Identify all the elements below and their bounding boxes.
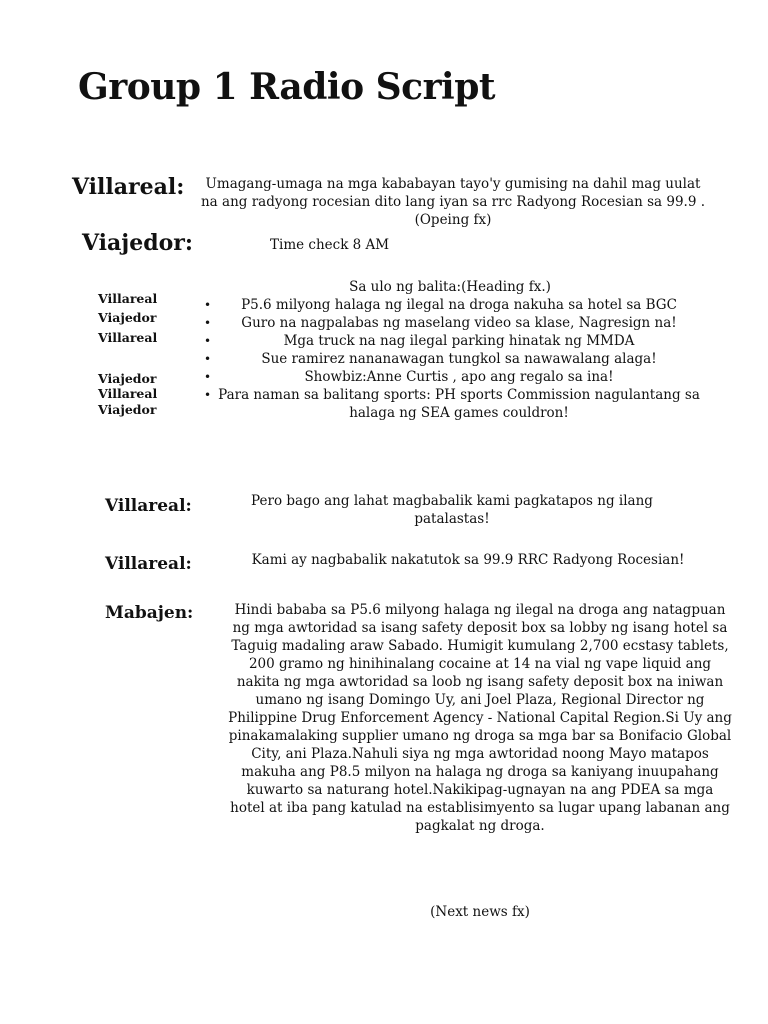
list-item [200,350,700,368]
headline-text: Para naman sa balitang sports: PH sports Commission nagulantang sa halaga ng SEA games couldron! [218,387,700,421]
list-item [200,368,700,386]
headline-text: Guro na nagpalabas ng maselang video sa klase, Nagresign na! [241,315,677,331]
headline-speaker: Viajedor [98,371,157,386]
speaker-label: Villareal: [105,554,192,574]
speaker-label: Villareal: [105,496,192,516]
speaker-label: Viajedor: [82,230,194,256]
dialogue-text: Time check 8 AM [270,237,390,253]
headline-speaker: Villareal [98,330,158,345]
dialogue-text: Kami ay nagbabalik nakatutok sa 99.9 RRC Radyong Rocesian! [251,552,685,568]
news-body: Hindi bababa sa P5.6 milyong halaga ng ilegal na droga ang natagpuan ng mga awtoridad sa isang safety deposit box sa lobby ng isang hotel sa Taguig madaling araw Sabado. Humigit kumulang 2,700 ecstasy tablets, 200 gramo ng hinihinalang cocaine at 14 na vial ng vape liquid ang nakita ng mga awtoridad sa loob ng isang safety deposit box na iniwan umano ng isang Domingo Uy, ani Joel Plaza, Regional Director ng Philippine Drug Enforcement Agency - National Capital Region.Si Uy ang pinakamalaking supplier umano ng droga sa mga bar sa Bonifacio Global City, ani Plaza.Nahuli siya ng mga awtoridad noong Mayo matapos makuha ang P8.5 milyon na halaga ng droga sa kaniyang inuupahang kuwarto sa naturang hotel.Nakikipag-ugnayan na ang PDEA sa mga hotel at iba pang katulad na establisimyento sa lugar upang labanan ang pagkalat ng droga. [228,602,732,834]
list-item [200,332,700,350]
bullet-icon: • [204,352,212,366]
headline-text: Mga truck na nag ilegal parking hinatak ng MMDA [283,333,635,349]
headline-text: Showbiz:Anne Curtis , apo ang regalo sa ina! [304,369,614,385]
bullet-icon: • [204,298,212,312]
bullet-icon: • [204,316,212,330]
headlines-heading: Sa ulo ng balita:(Heading fx.) [349,279,551,295]
bullet-icon: • [204,388,212,402]
bullet-icon: • [204,334,212,348]
headlines-list [200,296,700,422]
speaker-label: Villareal: [72,174,185,200]
headline-text: P5.6 milyong halaga ng ilegal na droga nakuha sa hotel sa BGC [241,297,677,313]
dialogue-text: Pero bago ang lahat magbabalik kami pagkatapos ng ilang patalastas! [251,493,653,527]
dialogue-text: Umagang-umaga na mga kababayan tayo'y gumising na dahil mag uulat na ang radyong rocesian dito lang iyan sa rrc Radyong Rocesian sa 99.9 .(Opeing fx) [200,176,706,228]
headline-speaker: Viajedor [98,402,157,417]
headline-text: Sue ramirez nananawagan tungkol sa nawawalang alaga! [261,351,657,367]
headline-speaker: Viajedor [98,310,157,325]
list-item [200,386,700,422]
sound-cue: (Next news fx) [430,904,530,920]
headline-speaker: Villareal [98,386,158,401]
list-item [200,314,700,332]
page-title: Group 1 Radio Script [78,66,496,108]
speaker-label: Mabajen: [105,603,194,623]
headline-speaker: Villareal [98,291,158,306]
bullet-icon: • [204,370,212,384]
list-item [200,296,700,314]
